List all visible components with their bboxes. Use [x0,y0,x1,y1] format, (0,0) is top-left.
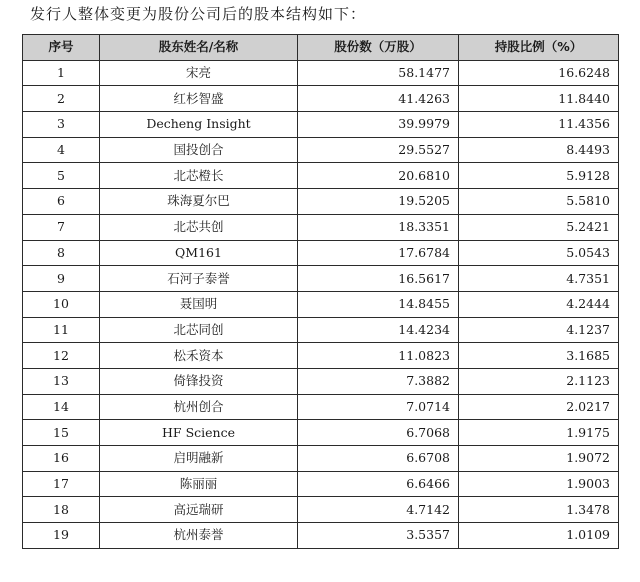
row-name: 石河子泰誉 [100,266,298,292]
row-index: 12 [23,343,100,369]
row-ratio: 4.7351 [459,266,619,292]
row-shares: 18.3351 [298,214,459,240]
table-row [23,394,619,420]
row-shares: 41.4263 [298,86,459,112]
table-row [23,112,619,138]
row-ratio: 5.2421 [459,214,619,240]
header-name: 股东姓名/名称 [100,35,298,61]
row-index: 3 [23,112,100,138]
row-shares: 6.6708 [298,446,459,472]
row-shares: 4.7142 [298,497,459,523]
row-shares: 19.5205 [298,189,459,215]
table-row [23,86,619,112]
row-index: 5 [23,163,100,189]
row-name: 启明融新 [100,446,298,472]
row-name: 北芯共创 [100,214,298,240]
row-ratio: 4.2444 [459,291,619,317]
row-ratio: 11.8440 [459,86,619,112]
row-index: 1 [23,60,100,86]
row-ratio: 2.0217 [459,394,619,420]
row-name: 陈丽丽 [100,471,298,497]
row-name: 宋亮 [100,60,298,86]
row-shares: 6.6466 [298,471,459,497]
row-index: 8 [23,240,100,266]
table-row [23,420,619,446]
row-ratio: 5.9128 [459,163,619,189]
row-shares: 20.6810 [298,163,459,189]
row-name: Decheng Insight [100,112,298,138]
row-index: 6 [23,189,100,215]
row-ratio: 1.9003 [459,471,619,497]
row-ratio: 1.3478 [459,497,619,523]
table-row [23,189,619,215]
row-index: 19 [23,523,100,549]
row-shares: 7.0714 [298,394,459,420]
row-shares: 11.0823 [298,343,459,369]
row-shares: 14.4234 [298,317,459,343]
row-name: 聂国明 [100,291,298,317]
row-ratio: 5.0543 [459,240,619,266]
row-index: 9 [23,266,100,292]
row-ratio: 1.9175 [459,420,619,446]
row-index: 7 [23,214,100,240]
row-shares: 7.3882 [298,368,459,394]
row-ratio: 8.4493 [459,137,619,163]
row-index: 17 [23,471,100,497]
shareholder-table [22,34,619,549]
table-row [23,497,619,523]
row-shares: 6.7068 [298,420,459,446]
row-index: 14 [23,394,100,420]
row-index: 11 [23,317,100,343]
row-shares: 29.5527 [298,137,459,163]
row-ratio: 1.0109 [459,523,619,549]
row-shares: 14.8455 [298,291,459,317]
row-name: HF Science [100,420,298,446]
row-index: 10 [23,291,100,317]
row-shares: 17.6784 [298,240,459,266]
row-ratio: 11.4356 [459,112,619,138]
row-index: 18 [23,497,100,523]
row-name: 北芯同创 [100,317,298,343]
table-row [23,471,619,497]
row-ratio: 16.6248 [459,60,619,86]
table-body [23,60,619,548]
row-name: 杭州泰誉 [100,523,298,549]
row-index: 13 [23,368,100,394]
row-name: 杭州创合 [100,394,298,420]
row-shares: 39.9979 [298,112,459,138]
row-shares: 16.5617 [298,266,459,292]
table-row [23,163,619,189]
header-shares: 股份数（万股） [298,35,459,61]
row-index: 4 [23,137,100,163]
header-index: 序号 [23,35,100,61]
row-name: 北芯橙长 [100,163,298,189]
row-index: 15 [23,420,100,446]
row-name: 倚锋投资 [100,368,298,394]
header-ratio: 持股比例（%） [459,35,619,61]
row-index: 16 [23,446,100,472]
intro-text: 发行人整体变更为股份公司后的股本结构如下： [30,5,367,23]
row-ratio: 4.1237 [459,317,619,343]
row-name: 红杉智盛 [100,86,298,112]
row-name: 松禾资本 [100,343,298,369]
row-shares: 3.5357 [298,523,459,549]
row-ratio: 2.1123 [459,368,619,394]
table-row [23,137,619,163]
row-name: 高远瑞研 [100,497,298,523]
table-row [23,240,619,266]
table-row [23,317,619,343]
row-shares: 58.1477 [298,60,459,86]
row-ratio: 5.5810 [459,189,619,215]
row-name: QM161 [100,240,298,266]
table-row [23,214,619,240]
table-row [23,523,619,549]
row-index: 2 [23,86,100,112]
table-row [23,60,619,86]
table-row [23,266,619,292]
row-ratio: 3.1685 [459,343,619,369]
header-row [23,35,619,61]
table-row [23,343,619,369]
row-name: 珠海夏尔巴 [100,189,298,215]
row-ratio: 1.9072 [459,446,619,472]
table-row [23,446,619,472]
row-name: 国投创合 [100,137,298,163]
table-row [23,291,619,317]
table-header [23,35,619,61]
table-row [23,368,619,394]
